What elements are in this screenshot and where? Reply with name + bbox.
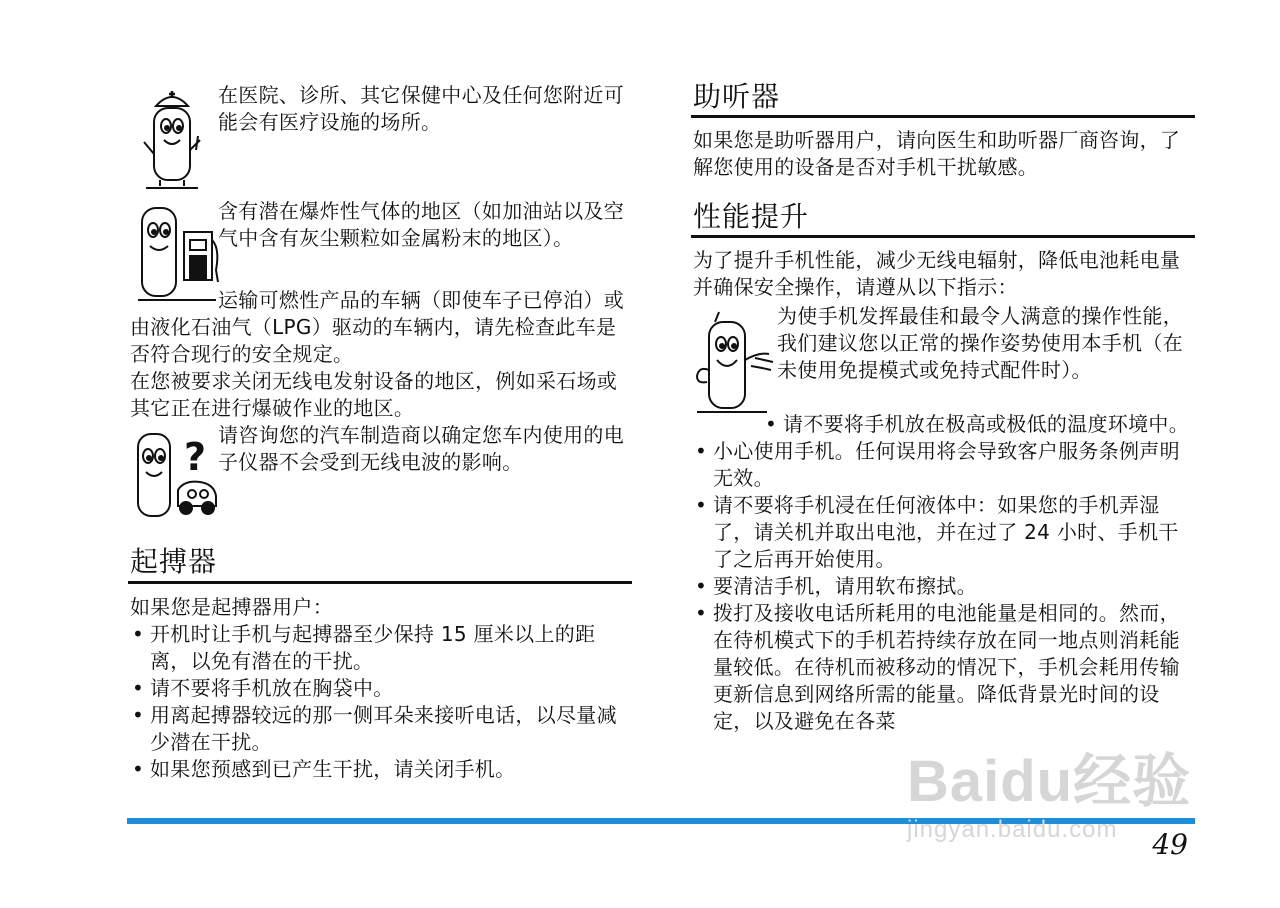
performance-icon-text: 为使手机发挥最佳和最令人满意的操作性能，我们建议您以正常的操作姿势使用本手机（在未使用免提模式或免持式配件时）。 <box>777 304 1183 382</box>
list-item: • 拨打及接收电话所耗用的电池能量是相同的。然而，在待机模式下的手机若持续存放在同一地点则消耗能量较低。在待机而被移动的情况下，手机会耗用传输更新信息到网络所需的能量。降低背景光时间的设定，以及避免在各菜 <box>693 600 1195 735</box>
hearing-aid-heading: 助听器 <box>693 80 781 113</box>
pacemaker-bullet-list <box>130 621 632 783</box>
pointing-phone-icon <box>693 310 775 416</box>
list-item: • 请不要将手机放在胸袋中。 <box>130 675 632 702</box>
pacemaker-heading: 起搏器 <box>130 545 218 578</box>
svg-text:?: ? <box>184 435 207 479</box>
list-item: • 请不要将手机浸在任何液体中：如果您的手机弄湿了，请关机并取出电池，并在过了 24 小时、手机干了之后再开始使用。 <box>693 492 1195 573</box>
watermark-url: jingyan.baidu.com <box>907 816 1118 843</box>
list-item: • 开机时让手机与起搏器至少保持 15 厘米以上的距离，以免有潜在的干扰。 <box>130 621 632 675</box>
car-question-phone-icon <box>134 430 220 520</box>
blasting-text: 在您被要求关闭无线电发射设备的地区，例如采石场或其它正在进行爆破作业的地区。 <box>130 369 618 420</box>
performance-heading-rule <box>691 235 1195 238</box>
vehicle-text: 运输可燃性产品的车辆（即使车子已停泊）或由液化石油气（LPG）驱动的车辆内，请先检查此车是否符合现行的安全规定。 <box>130 288 624 366</box>
list-item: • 小心使用手机。任何误用将会导致客户服务条例声明无效。 <box>693 438 1195 492</box>
hearing-aid-text: 如果您是助听器用户，请向医生和助听器厂商咨询，了解您使用的设备是否对手机干扰敏感。 <box>693 128 1181 179</box>
page-number: 49 <box>1152 828 1188 861</box>
pacemaker-heading-rule <box>128 581 632 584</box>
list-item: • 请不要将手机放在极高或极低的温度环境中。 <box>693 411 1195 438</box>
watermark-logo: Baidu经验 <box>907 749 1192 814</box>
list-item: • 如果您预感到已产生干扰，请关闭手机。 <box>130 756 632 783</box>
performance-heading: 性能提升 <box>693 200 810 233</box>
explosive-text: 含有潜在爆炸性气体的地区（如加油站以及空气中含有灰尘颗粒如金属粉末的地区）。 <box>218 199 624 250</box>
hospital-text: 在医院、诊所、其它保健中心及任何您附近可能会有医疗设施的场所。 <box>218 83 624 134</box>
performance-bullet-list <box>693 411 1195 735</box>
hearing-aid-heading-rule <box>691 115 1195 118</box>
list-item: • 用离起搏器较远的那一侧耳朵来接听电话，以尽量减少潜在干扰。 <box>130 702 632 756</box>
list-item: • 要清洁手机，请用软布擦拭。 <box>693 573 1195 600</box>
nurse-phone-icon <box>138 84 206 190</box>
pacemaker-intro: 如果您是起搏器用户： <box>130 595 333 619</box>
performance-intro: 为了提升手机性能，减少无线电辐射，降低电池耗电量并确保安全操作，请遵从以下指示： <box>693 248 1181 299</box>
car-text: 请咨询您的汽车制造商以确定您车内使用的电子仪器不会受到无线电波的影响。 <box>218 423 624 474</box>
footer-accent-line <box>127 818 1195 824</box>
baidu-jingyan-watermark <box>907 749 1192 844</box>
